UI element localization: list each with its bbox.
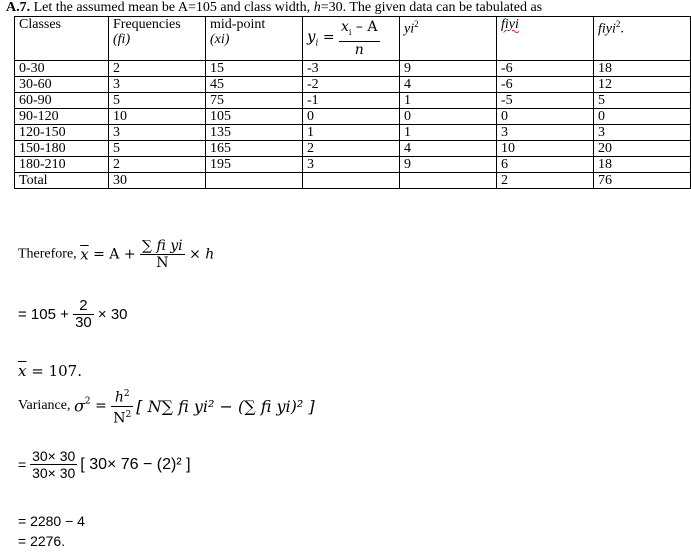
cell-frequency: 2 (109, 157, 206, 173)
table-body (15, 61, 691, 173)
mean-prefix: Therefore, (18, 246, 81, 262)
cell-fiyi: 0 (497, 109, 594, 125)
cell-midpoint: 195 (206, 157, 303, 173)
cell-class: 90-120 (15, 109, 109, 125)
yi-eq: = (318, 29, 340, 46)
step1-post: × 30 (93, 306, 128, 323)
variance-den-sup: 2 (125, 409, 132, 420)
header-mid-line2: (xi) (210, 32, 230, 47)
cell-fiyi: -6 (497, 77, 594, 93)
variance-step4: = 2276. (18, 533, 66, 549)
yi-num-rest: – A (351, 19, 378, 36)
header-fiyi2-dot: . (620, 21, 624, 37)
cell-yi: 2 (303, 141, 400, 157)
mean-formula (18, 238, 214, 271)
step2-fraction (30, 448, 77, 481)
cell-midpoint: 15 (206, 61, 303, 77)
variance-numerator (111, 386, 133, 407)
table-row (15, 157, 691, 173)
header-fiyi2-text: fiyi (598, 21, 616, 37)
header-frequencies (109, 17, 206, 61)
variance-num-sup: 2 (123, 389, 130, 399)
step2-numerator: 30× 30 (32, 448, 76, 464)
cell-frequency: 3 (109, 125, 206, 141)
heading-h-var: h (313, 0, 321, 15)
variance-prefix: Variance, (18, 398, 74, 414)
mean-rhs-post: × h (184, 246, 215, 263)
step2-bracket: [ 30× 76 − (2)² ] (80, 455, 191, 473)
mean-lhs: $\overline{x}$ (80, 245, 89, 264)
cell-midpoint: 135 (206, 125, 303, 141)
header-yi-formula (303, 17, 400, 61)
header-classes: Classes (15, 17, 109, 61)
header-fiyi (497, 17, 594, 61)
table-total-row (15, 173, 691, 189)
cell-midpoint: 165 (206, 141, 303, 157)
step2-pre: = (18, 456, 31, 473)
cell-fiyi-squared: 3 (594, 125, 691, 141)
header-freq-line2: (fi) (113, 32, 131, 47)
mean-result-rhs: = 107. (26, 362, 82, 380)
variance-eq: = (90, 398, 112, 415)
step1-denominator: 30 (75, 314, 92, 331)
variance-den-n: N (113, 410, 126, 427)
cell-fiyi-squared: 0 (594, 109, 691, 125)
problem-label: A.7. (6, 0, 31, 15)
table-row (15, 61, 691, 77)
header-mid-line1: mid-point (210, 17, 266, 32)
step1-pre: = 105 + (18, 306, 74, 323)
step1-numerator: 2 (73, 298, 94, 315)
variance-formula (18, 386, 315, 426)
step1-fraction (73, 298, 94, 331)
cell-fiyi-squared: 20 (594, 141, 691, 157)
mean-numerator: ∑ fi yi (142, 238, 183, 254)
total-frequency: 30 (109, 173, 206, 189)
mean-rhs-pre: = A + (88, 246, 141, 263)
cell-yi: 1 (303, 125, 400, 141)
cell-class: 180-210 (15, 157, 109, 173)
cell-frequency: 5 (109, 93, 206, 109)
total-yi (303, 173, 400, 189)
cell-class: 120-150 (15, 125, 109, 141)
cell-yi: -3 (303, 61, 400, 77)
yi-denominator: n (354, 41, 364, 58)
cell-frequency: 3 (109, 77, 206, 93)
mean-fraction (140, 238, 185, 271)
cell-midpoint: 45 (206, 77, 303, 93)
total-yi-squared (400, 173, 497, 189)
yi-num-sub: i (348, 27, 352, 37)
cell-midpoint: 105 (206, 109, 303, 125)
cell-yi-squared: 4 (400, 77, 497, 93)
header-fiyi-squared (594, 17, 691, 61)
cell-yi-squared: 9 (400, 157, 497, 173)
cell-frequency: 10 (109, 109, 206, 125)
cell-yi-squared: 1 (400, 125, 497, 141)
table-row (15, 77, 691, 93)
total-fiyi-squared: 76 (594, 173, 691, 189)
heading-text-post: =30. The given data can be tabulated as (320, 0, 543, 15)
cell-fiyi: 3 (497, 125, 594, 141)
cell-yi-squared: 9 (400, 61, 497, 77)
cell-class: 60-90 (15, 93, 109, 109)
cell-yi-squared: 1 (400, 93, 497, 109)
mean-result (18, 362, 82, 380)
cell-frequency: 2 (109, 61, 206, 77)
yi-numerator (339, 19, 379, 42)
yi-num-x: x (341, 19, 349, 36)
variance-num-h: h (114, 389, 124, 406)
cell-fiyi-squared: 18 (594, 157, 691, 173)
cell-class: 30-60 (15, 77, 109, 93)
cell-yi-squared: 4 (400, 141, 497, 157)
problem-heading (6, 0, 542, 16)
variance-lhs-sup: 2 (84, 396, 91, 407)
variance-bracket: [ N∑ fi yi² − (∑ fi yi)² ] (136, 396, 315, 416)
frequency-table (14, 16, 691, 189)
mean-step1 (18, 298, 128, 331)
mean-denominator: N (156, 255, 169, 271)
cell-yi: -1 (303, 93, 400, 109)
cell-fiyi: -6 (497, 61, 594, 77)
table-row (15, 125, 691, 141)
total-label: Total (15, 173, 109, 189)
table-row (15, 109, 691, 125)
cell-fiyi: 10 (497, 141, 594, 157)
cell-fiyi-squared: 5 (594, 93, 691, 109)
cell-class: 0-30 (15, 61, 109, 77)
cell-yi: 0 (303, 109, 400, 125)
cell-yi: -2 (303, 77, 400, 93)
variance-lhs: σ (73, 396, 85, 416)
variance-step3: = 2280 − 4 (18, 513, 85, 529)
cell-fiyi: -5 (497, 93, 594, 109)
header-yi-squared (400, 17, 497, 61)
variance-step2 (18, 448, 191, 481)
header-yi2-text: yi (404, 21, 415, 37)
yi-fraction (339, 19, 379, 58)
heading-text-pre: Let the assumed mean be A=105 and class width, (30, 0, 314, 15)
cell-frequency: 5 (109, 141, 206, 157)
table-header-row (15, 17, 691, 61)
header-midpoint (206, 17, 303, 61)
header-yi2-sup: 2 (414, 19, 419, 29)
cell-class: 150-180 (15, 141, 109, 157)
yi-lhs: y (307, 27, 316, 46)
table-row (15, 93, 691, 109)
total-midpoint (206, 173, 303, 189)
cell-yi: 3 (303, 157, 400, 173)
yi-lhs-sub: i (315, 38, 319, 49)
total-fiyi: 2 (497, 173, 594, 189)
cell-yi-squared: 0 (400, 109, 497, 125)
header-fiyi2-sup: 2 (615, 19, 621, 29)
cell-fiyi-squared: 12 (594, 77, 691, 93)
variance-denominator (111, 407, 133, 427)
mean-result-lhs: $\overline{x}$ (18, 362, 27, 380)
variance-fraction (111, 386, 133, 426)
cell-fiyi: 6 (497, 157, 594, 173)
table-row (15, 141, 691, 157)
header-fiyi-text: fiyi (501, 17, 519, 32)
cell-midpoint: 75 (206, 93, 303, 109)
header-freq-line1: Frequencies (113, 17, 181, 32)
step2-denominator: 30× 30 (32, 465, 76, 481)
cell-fiyi-squared: 18 (594, 61, 691, 77)
